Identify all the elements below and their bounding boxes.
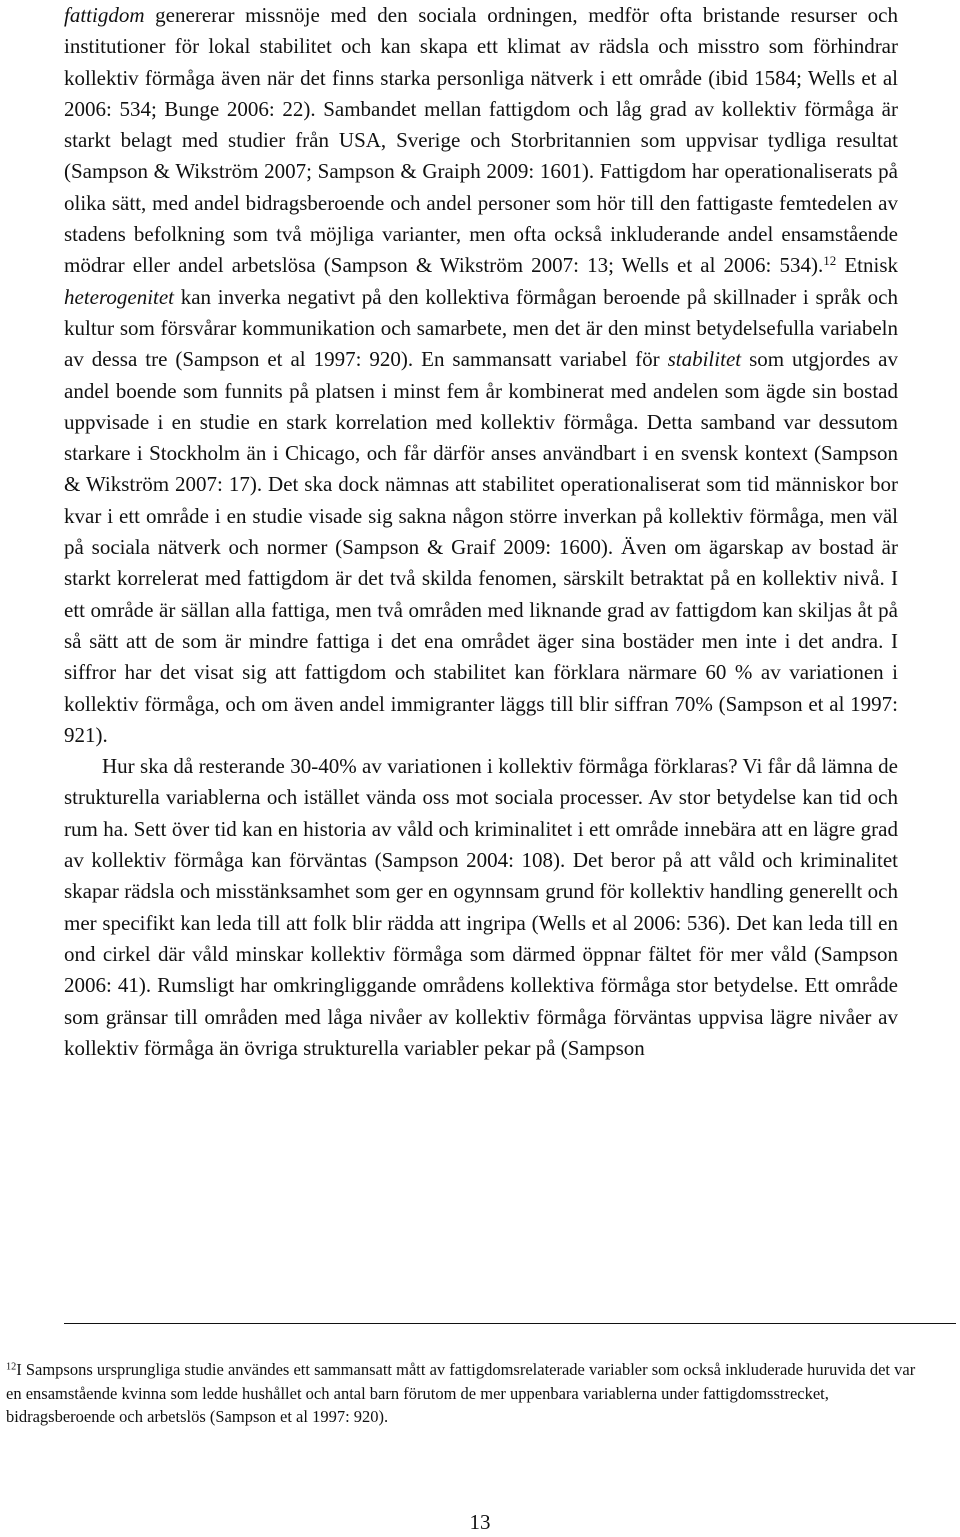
text-run: kan inverka negativt på den kollektiva förmågan beroende på skillnader i språk och kultur som försvårar kommunikation och samarbete, men det är den minst betydelsefulla variabeln av dessa tre (Sampson et al 1997: 920). En sammansatt variabel för <box>64 284 898 372</box>
footnote-reference: 12 <box>823 253 837 269</box>
paragraph-1 <box>64 0 898 751</box>
body-text <box>64 0 898 1064</box>
text-run: som utgjordes av andel boende som funnits på platsen i minst fem år kombinerat med andelen som ägde sin bostad uppvisade i en studie en stark korrelation med kollektiv förmåga. Detta samband var dessutom starkare i Stockholm än i Chicago, och får därför anses användbart i en svensk kontext (Sampson & Wikström 2007: 17). Det ska dock nämnas att stabilitet operationaliserat som tid människor bor kvar i ett område i en studie visade sig sakna någon större inverkan på kollektiv förmåga, men väl på sociala nätverk och normer (Sampson & Graif 2009: 1600). Även om ägarskap av bostad är starkt korrelerat med fattigdom är det två skilda fenomen, särskilt betraktat på en kollektiv nivå. I ett område är sällan alla fattiga, men två områden med liknande grad av fattigdom kan skiljas åt på så sätt att de som är mindre fattiga i det ena området äger sina bostäder men inte i det andra. I siffror har det visat sig att fattigdom och stabilitet kan förklara närmare 60 % av variationen i kollektiv förmåga, och om även andel immigranter läggs till blir siffran 70% (Sampson et al 1997: 921). <box>64 347 898 747</box>
footnote-12 <box>6 1358 924 1429</box>
footnote-marker: 12 <box>6 1361 17 1373</box>
italic-term: heterogenitet <box>64 284 175 309</box>
text-run: Etnisk <box>836 253 898 278</box>
text-run: Hur ska då resterande 30-40% av variationen i kollektiv förmåga förklaras? Vi får då lämna de strukturella variablerna och istället vända oss mot sociala processer. Av stor betydelse kan tid och rum ha. Sett över tid kan en historia av våld och kriminalitet i ett område innebära att en lägre grad av kollektiv förmåga kan förväntas (Sampson 2004: 108). Det beror på att våld och kriminalitet skapar rädsla och misstänksamhet som ger en ogynnsam grund för kollektiv handling generellt och mer specifikt kan leda till att folk blir rädda att ingripa (Wells et al 2006: 536). Det kan leda till en ond cirkel där våld minskar kollektiv förmåga som därmed öppnar fältet för mer våld (Sampson 2006: 41). Rumsligt har omkringliggande områdens kollektiva förmåga stor betydelse. Ett område som gränsar till områden med låga nivåer av kollektiv förmåga förväntas uppvisa lägre nivåer av kollektiv förmåga än övriga strukturella variabler pekar på (Sampson <box>64 754 898 1060</box>
italic-term: fattigdom <box>64 3 145 27</box>
paragraph-2 <box>64 751 898 1064</box>
text-run: genererar missnöje med den sociala ordningen, medför ofta bristande resurser och institutioner för lokal stabilitet och kan skapa ett klimat av rädsla och misstro som förhindrar kollektiv förmåga även när det finns starka personliga nätverk i ett område (ibid 1584; Wells et al 2006: 534; Bunge 2006: 22). Sambandet mellan fattigdom och låg grad av kollektiv förmåga är starkt belagt med studier från USA, Sverige och Storbritannien som uppvisar tydliga resultat (Sampson & Wikström 2007; Sampson & Graiph 2009: 1601). Fattigdom har operationaliserats på olika sätt, med andel bidragsberoende och andel personer som hör till den fattigaste femtedelen av stadens befolkning som två möjliga varianter, men ofta också inkluderande andel ensamstående mödrar eller andel arbetslösa (Sampson & Wikström 2007: 13; Wells et al 2006: 534). <box>64 3 898 278</box>
italic-term: stabilitet <box>667 347 742 372</box>
page-number: 13 <box>469 1510 491 1534</box>
footnote-separator <box>64 1323 956 1324</box>
footnote-text: I Sampsons ursprungliga studie användes ett sammansatt mått av fattigdomsrelaterade variabler som också inkluderade huruvida det var en ensamstående kvinna som ledde hushållet och antal barn förutom de mer uppenbara variablerna under fattigdomsstrecket, bidragsberoende och arbetslös (Sampson et al 1997: 920). <box>6 1360 916 1426</box>
